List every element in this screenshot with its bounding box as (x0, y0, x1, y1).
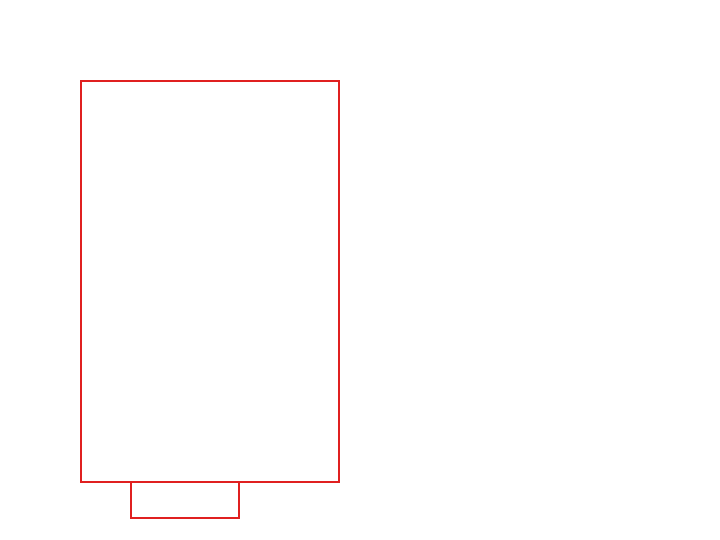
highlight-frame (80, 80, 340, 483)
callout-box (130, 481, 240, 519)
